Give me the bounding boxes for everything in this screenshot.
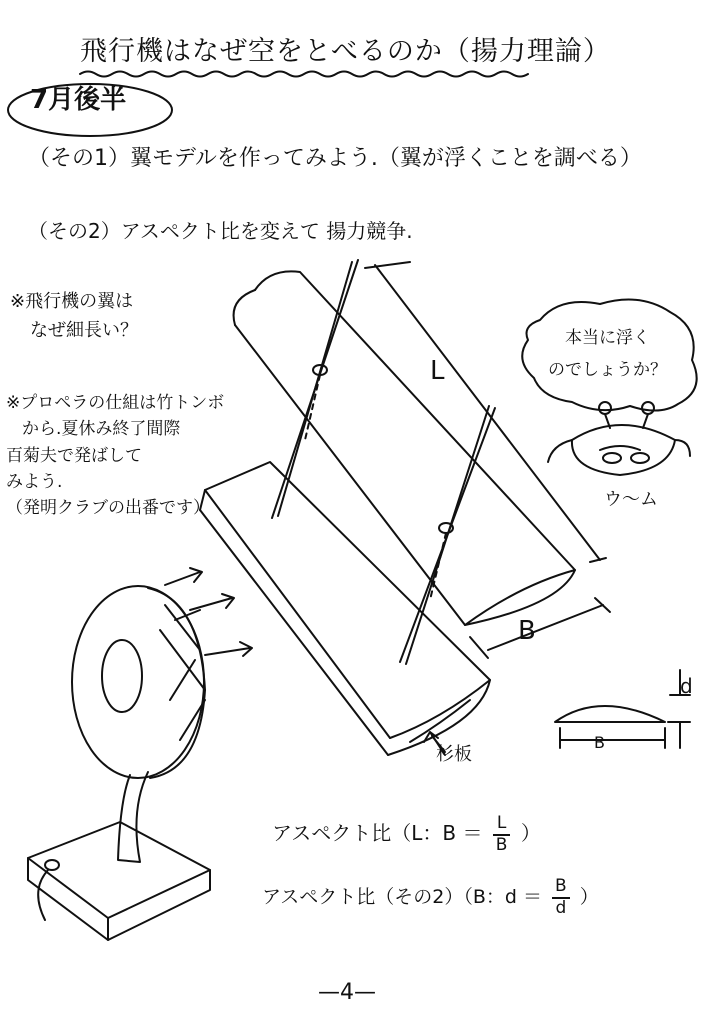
cedar-board-drawing (200, 462, 490, 755)
note-propeller (6, 390, 224, 522)
page-number: —4— (318, 980, 376, 1005)
note2-line: から.夏休み終了間際 (22, 419, 181, 440)
formula1-denominator: B (495, 834, 508, 855)
note2-line: 百菊夫で発ばして (6, 445, 142, 466)
title-underline (80, 72, 528, 77)
formula1-suffix: ） (520, 821, 541, 846)
note1-line: ※飛行機の翼は (10, 291, 134, 312)
cross-section-width-label: B (594, 733, 605, 752)
part2-instruction: （その2）アスペクト比を変えて 揚力競争. (28, 219, 413, 243)
formula2-denominator: d (555, 897, 567, 918)
bubble-text (548, 322, 667, 387)
electric-fan-drawing (28, 586, 210, 940)
formula2-numerator: B (552, 877, 570, 899)
page-title: 飛行機はなぜ空をとべるのか（揚力理論） (80, 36, 611, 67)
period-label: 7月後半 (30, 85, 127, 115)
note2-line: （発明クラブの出番です） (6, 498, 210, 519)
part1-instruction: （その1）翼モデルを作ってみよう.（翼が浮くことを調べる） (28, 146, 642, 171)
cedar-board-label: 杉板 (436, 744, 472, 765)
aspect-ratio-formula-2 (262, 877, 599, 918)
wind-arrows (165, 568, 252, 656)
note2-line: みよう. (6, 472, 63, 493)
formula2-suffix: ） (579, 886, 599, 909)
support-sticks (272, 260, 495, 664)
width-label: B (518, 616, 536, 646)
formula1-equals: ＝ (462, 821, 483, 846)
bubble-line: 本当に浮く (565, 328, 650, 348)
bubble-line: のでしょうか？ (548, 360, 667, 381)
formula2-equals: ＝ (522, 886, 542, 909)
formula2-fraction (552, 877, 570, 918)
formula1-fraction (493, 814, 511, 855)
formula2-prefix: アスペクト比（その2）（B：d (262, 886, 517, 909)
note2-line: ※プロペラの仕組は竹トンボ (6, 393, 225, 413)
formula1-prefix: アスペクト比（L：B (272, 821, 457, 846)
note-wing-shape (10, 288, 138, 346)
note1-line: なぜ細長い？ (30, 319, 138, 341)
formula1-numerator: L (493, 814, 511, 836)
thickness-label: d (680, 674, 693, 698)
aspect-ratio-formula-1 (272, 814, 541, 855)
length-label: L (430, 356, 445, 386)
crab-reaction: ウ〜ム (604, 489, 658, 510)
crab-drawing (548, 402, 690, 475)
airfoil-cross-section (555, 670, 690, 748)
